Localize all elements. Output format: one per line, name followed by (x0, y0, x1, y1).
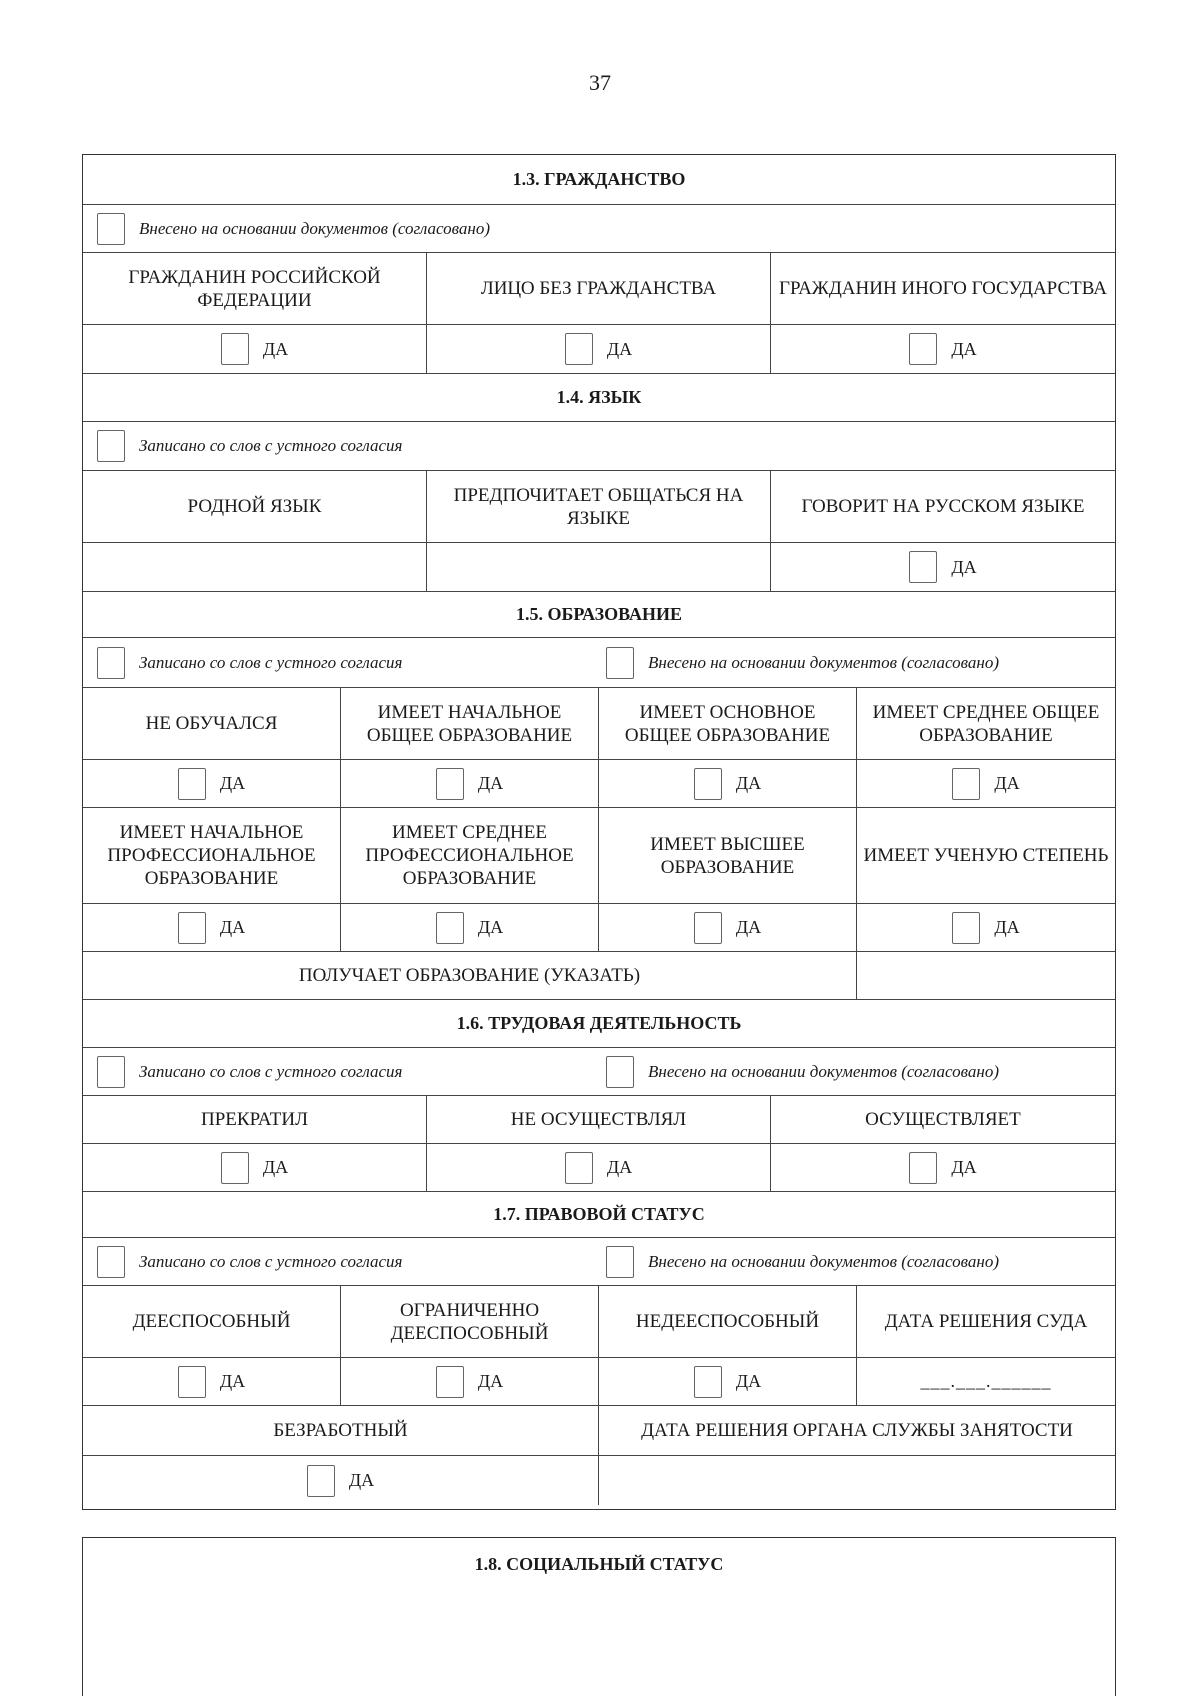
option-label: ИМЕЕТ НАЧАЛЬНОЕ ПРОФЕССИОНАЛЬНОЕ ОБРАЗОВАНИЕ (83, 808, 341, 903)
option-label: ЛИЦО БЕЗ ГРАЖДАНСТВА (427, 253, 771, 324)
option-label: ИМЕЕТ НАЧАЛЬНОЕ ОБЩЕЕ ОБРАЗОВАНИЕ (341, 688, 599, 759)
section-title: 1.8. СОЦИАЛЬНЫЙ СТАТУС (474, 1553, 724, 1574)
citizenship-note-row (83, 205, 1115, 253)
language-answer-row (83, 543, 1115, 592)
documents-confirmed-checkbox[interactable] (606, 647, 634, 679)
option-label: ИМЕЕТ СРЕДНЕЕ ОБЩЕЕ ОБРАЗОВАНИЕ (872, 701, 1100, 746)
yes-label: ДА (606, 1157, 633, 1177)
yes-checkbox[interactable] (178, 768, 206, 800)
yes-checkbox[interactable] (221, 1152, 249, 1184)
yes-label: ДА (219, 773, 246, 793)
yes-checkbox[interactable] (952, 912, 980, 944)
yes-checkbox[interactable] (221, 333, 249, 365)
court-decision-date-field[interactable]: ___.___.______ (920, 1371, 1052, 1391)
note-label: Внесено на основании документов (согласовано) (648, 1061, 999, 1081)
note-label: Внесено на основании документов (согласовано) (648, 1251, 999, 1271)
employment-answer-row (83, 1144, 1115, 1192)
yes-label: ДА (735, 773, 762, 793)
receiving-education-label: ПОЛУЧАЕТ ОБРАЗОВАНИЕ (УКАЗАТЬ) (83, 952, 857, 999)
yes-label: ДА (951, 338, 977, 359)
yes-checkbox[interactable] (178, 912, 206, 944)
page-number: 37 (589, 70, 611, 95)
note-label: Записано со слов с устного согласия (139, 652, 403, 672)
option-label: НЕ ОСУЩЕСТВЛЯЛ (427, 1096, 771, 1143)
education-answer-row-1 (83, 760, 1115, 808)
yes-checkbox[interactable] (436, 768, 464, 800)
section-title: 1.6. ТРУДОВАЯ ДЕЯТЕЛЬНОСТЬ (456, 1013, 742, 1033)
section-title: 1.5. ОБРАЗОВАНИЕ (515, 604, 683, 624)
yes-label: ДА (219, 1371, 246, 1391)
yes-label: ДА (735, 917, 762, 937)
yes-label: ДА (951, 1157, 977, 1177)
note-label: Записано со слов с устного согласия (139, 1061, 403, 1081)
yes-checkbox[interactable] (909, 333, 937, 365)
citizenship-answer-row (83, 325, 1115, 374)
unemployment-answer-row (83, 1456, 1115, 1505)
option-label: ПРЕДПОЧИТАЕТ ОБЩАТЬСЯ НА ЯЗЫКЕ (427, 471, 771, 542)
option-label: ГОВОРИТ НА РУССКОМ ЯЗЫКЕ (801, 496, 1085, 517)
option-label: ОГРАНИЧЕННО ДЕЕСПОСОБНЫЙ (341, 1286, 599, 1357)
oral-consent-checkbox[interactable] (97, 647, 125, 679)
yes-label: ДА (951, 556, 977, 577)
yes-label: ДА (219, 917, 246, 937)
oral-consent-checkbox[interactable] (97, 430, 125, 462)
option-label: ГРАЖДАНИН ИНОГО ГОСУДАРСТВА (778, 278, 1107, 299)
yes-label: ДА (606, 338, 633, 359)
option-label: ИМЕЕТ ВЫСШЕЕ ОБРАЗОВАНИЕ (599, 808, 857, 903)
yes-checkbox[interactable] (909, 1152, 937, 1184)
native-language-field[interactable] (83, 543, 427, 591)
yes-checkbox[interactable] (565, 1152, 593, 1184)
receiving-education-field[interactable] (857, 952, 1115, 999)
employment-note-row (83, 1048, 1115, 1096)
option-label: ОСУЩЕСТВЛЯЕТ (865, 1109, 1021, 1130)
oral-consent-checkbox[interactable] (97, 1056, 125, 1088)
unemployed-label: БЕЗРАБОТНЫЙ (83, 1406, 599, 1455)
documents-confirmed-checkbox[interactable] (97, 213, 125, 245)
option-label: ГРАЖДАНИН РОССИЙСКОЙ ФЕДЕРАЦИИ (83, 253, 427, 324)
section-heading-legal-status (83, 1192, 1115, 1238)
form-table (82, 154, 1116, 1510)
note-label: Внесено на основании документов (согласовано) (648, 652, 999, 672)
section-title: 1.3. ГРАЖДАНСТВО (512, 169, 686, 189)
section-title: 1.7. ПРАВОВОЙ СТАТУС (493, 1204, 705, 1224)
option-label: ИМЕЕТ ОСНОВНОЕ ОБЩЕЕ ОБРАЗОВАНИЕ (599, 688, 857, 759)
employment-service-date-label: ДАТА РЕШЕНИЯ ОРГАНА СЛУЖБЫ ЗАНЯТОСТИ (641, 1420, 1073, 1441)
section-heading-education (83, 592, 1115, 638)
language-options-row (83, 471, 1115, 543)
yes-label: ДА (262, 1157, 289, 1177)
yes-label: ДА (994, 917, 1020, 937)
yes-checkbox[interactable] (694, 768, 722, 800)
note-label: Внесено на основании документов (согласовано) (139, 218, 490, 238)
option-label: ПРЕКРАТИЛ (83, 1096, 427, 1143)
legal-options-row (83, 1286, 1115, 1358)
yes-checkbox[interactable] (178, 1366, 206, 1398)
yes-label: ДА (477, 917, 504, 937)
education-options-row-2 (83, 808, 1115, 904)
yes-checkbox[interactable] (952, 768, 980, 800)
option-label: ИМЕЕТ СРЕДНЕЕ ПРОФЕССИОНАЛЬНОЕ ОБРАЗОВАНИЕ (341, 808, 599, 903)
yes-checkbox[interactable] (694, 1366, 722, 1398)
section-heading-language (83, 374, 1115, 422)
yes-label: ДА (735, 1371, 762, 1391)
oral-consent-checkbox[interactable] (97, 1246, 125, 1278)
education-note-row (83, 638, 1115, 688)
citizenship-options-row (83, 253, 1115, 325)
unemployment-row (83, 1406, 1115, 1456)
yes-label: ДА (994, 773, 1020, 793)
yes-checkbox[interactable] (694, 912, 722, 944)
employment-service-date-field[interactable] (599, 1456, 1115, 1505)
option-label: РОДНОЙ ЯЗЫК (83, 471, 427, 542)
yes-checkbox[interactable] (909, 551, 937, 583)
education-answer-row-2 (83, 904, 1115, 952)
note-label: Записано со слов с устного согласия (139, 436, 403, 455)
yes-checkbox[interactable] (307, 1465, 335, 1497)
legal-answer-row (83, 1358, 1115, 1406)
option-label: НЕДЕЕСПОСОБНЫЙ (599, 1286, 857, 1357)
employment-options-row (83, 1096, 1115, 1144)
option-label: ДАТА РЕШЕНИЯ СУДА (884, 1311, 1088, 1332)
receiving-education-row (83, 952, 1115, 1000)
education-options-row-1 (83, 688, 1115, 760)
yes-label: ДА (262, 338, 289, 359)
option-label: ИМЕЕТ УЧЕНУЮ СТЕПЕНЬ (863, 845, 1109, 866)
section-heading-citizenship (83, 155, 1115, 205)
social-status-table (82, 1537, 1116, 1696)
preferred-language-field[interactable] (427, 543, 771, 591)
documents-confirmed-checkbox[interactable] (606, 1056, 634, 1088)
option-label: НЕ ОБУЧАЛСЯ (83, 688, 341, 759)
section-heading-employment (83, 1000, 1115, 1048)
yes-label: ДА (348, 1470, 375, 1490)
documents-confirmed-checkbox[interactable] (606, 1246, 634, 1278)
yes-checkbox[interactable] (436, 1366, 464, 1398)
section-title: 1.4. ЯЗЫК (556, 387, 642, 407)
note-label: Записано со слов с устного согласия (139, 1251, 403, 1271)
option-label: ДЕЕСПОСОБНЫЙ (83, 1286, 341, 1357)
language-note-row (83, 422, 1115, 471)
legal-note-row (83, 1238, 1115, 1286)
yes-checkbox[interactable] (436, 912, 464, 944)
section-heading-social-status (83, 1538, 1115, 1590)
yes-label: ДА (477, 773, 504, 793)
yes-checkbox[interactable] (565, 333, 593, 365)
yes-label: ДА (477, 1371, 504, 1391)
